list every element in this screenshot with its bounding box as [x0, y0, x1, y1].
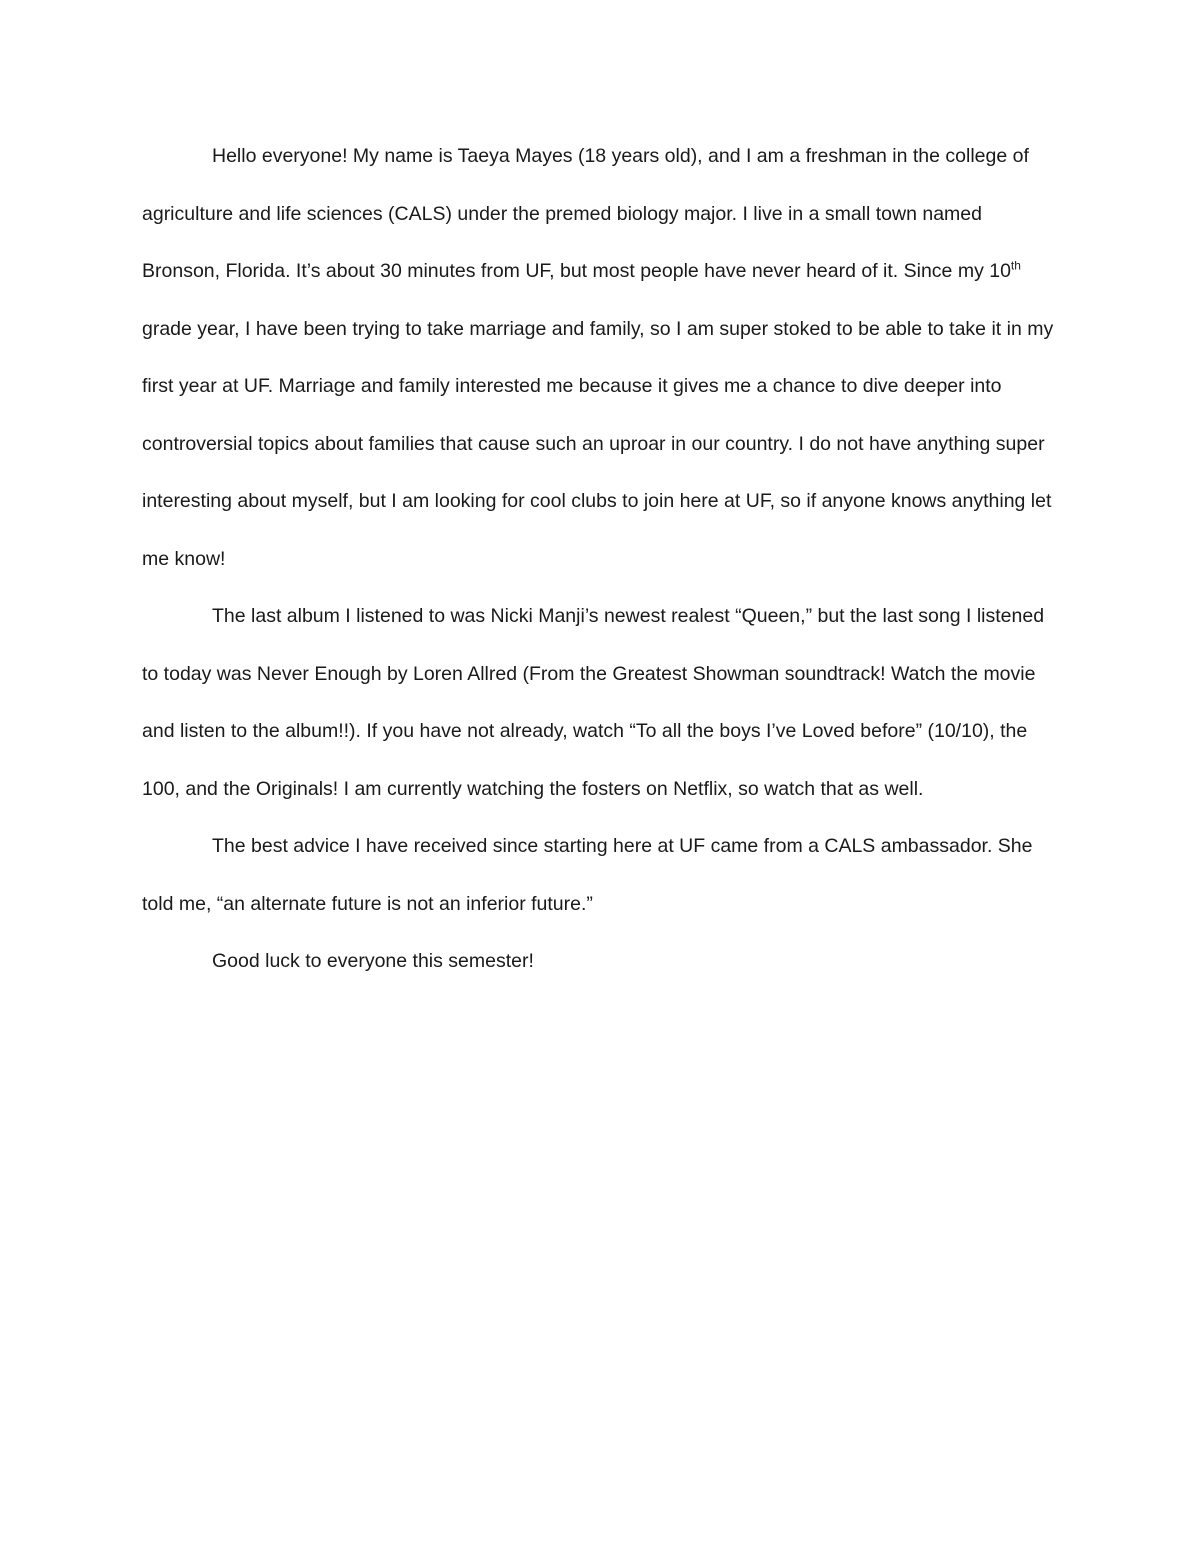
paragraph-music-and-shows: The last album I listened to was Nicki Manji’s newest realest “Queen,” but the last song I listened to today was Never Enough by Loren Allred (From the Greatest Showman soundtrack! Watch the movie and listen to the album!!). If you have not already, watch “To all the boys I’ve Loved before” (10/10), the 100, and the Originals! I am currently watching the fosters on Netflix, so watch that as well.	[142, 605, 1045, 800]
ordinal-superscript: th	[1010, 258, 1021, 273]
document-body	[142, 128, 1058, 991]
paragraph-closing: Good luck to everyone this semester!	[212, 950, 534, 972]
paragraph-introduction	[142, 128, 1058, 588]
paragraph-advice: The best advice I have received since starting here at UF came from a CALS ambassador. She told me, “an alternate future is not an inferior future.”	[142, 835, 1033, 915]
paragraph-introduction-text-start: Hello everyone! My name is Taeya Mayes (18 years old), and I am a freshman in the college of agriculture and life sciences (CALS) under the premed biology major. I live in a small town named Bronson, Florida. It’s about 30 minutes from UF, but most people have never heard of it. Since my 10	[142, 145, 1029, 282]
paragraph-introduction-text-end: grade year, I have been trying to take marriage and family, so I am super stoked to be able to take it in my first year at UF. Marriage and family interested me because it gives me a chance to dive deeper into controversial topics about families that cause such an uproar in our country. I do not have anything super interesting about myself, but I am looking for cool clubs to join here at UF, so if anyone knows anything let me know!	[142, 317, 1054, 570]
